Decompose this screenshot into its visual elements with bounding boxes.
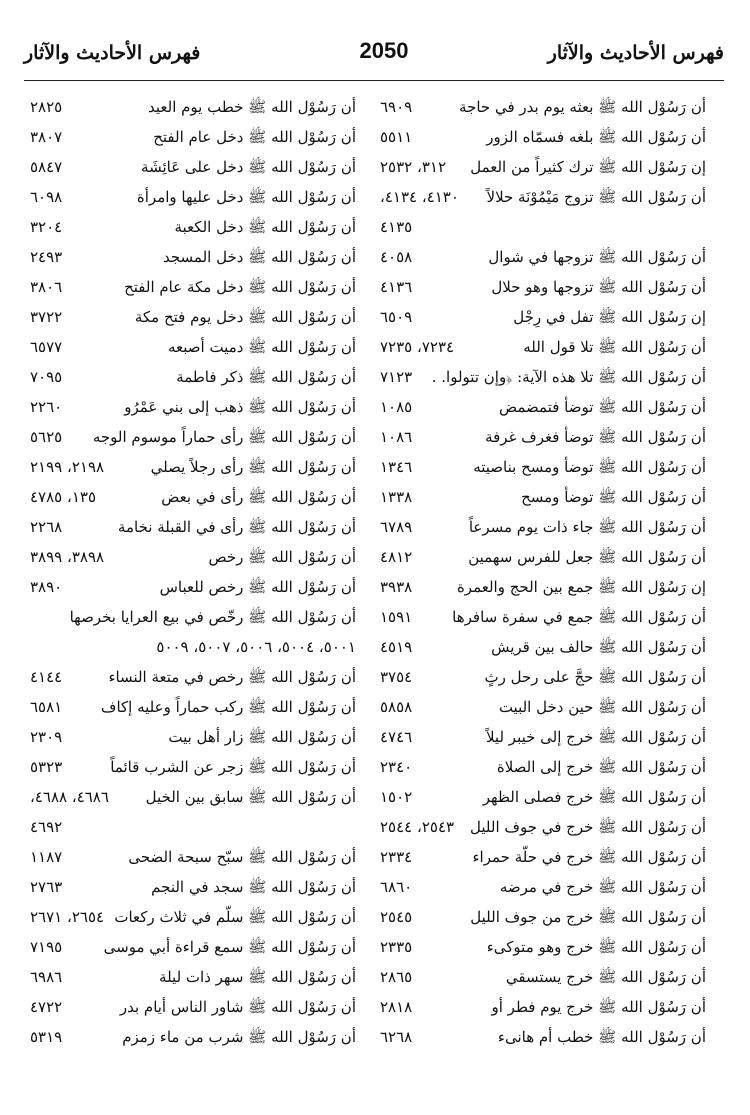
entry-text: إن رَسُوْل الله ﷺ تفل في رِجْل — [513, 308, 706, 326]
entry-text: أن رَسُوْل الله ﷺ رخّص في بيع العرايا بخرصها — [69, 608, 356, 626]
index-column-left — [30, 92, 356, 1052]
entry-text: أن رَسُوْل الله ﷺ خرج إلى خيبر ليلاً — [485, 728, 706, 746]
entry-references: ٢٢٦٠ — [30, 398, 63, 416]
index-entry — [30, 992, 356, 1022]
entry-text: أن رَسُوْل الله ﷺ سابق بين الخيل — [145, 788, 356, 806]
entry-references: ٢٢٦٨ — [30, 518, 63, 536]
entry-references: ٧١٩٥ — [30, 938, 63, 956]
continued-references: ٤٦٩٢ — [30, 818, 63, 836]
index-entry — [380, 872, 706, 902]
index-entry — [380, 842, 706, 872]
entry-references: ٢٨٢٥ — [30, 98, 63, 116]
entry-text: أن رَسُوْل الله ﷺ رأى رجلاً يصلي — [150, 458, 356, 476]
index-entry — [380, 392, 706, 422]
index-entry — [30, 482, 356, 512]
index-entry — [30, 902, 356, 932]
entry-text: أن رَسُوْل الله ﷺ تزوجها وهو حلال — [491, 278, 706, 296]
entry-references: ٣١٢، ٢٥٣٢ — [380, 158, 447, 176]
entry-references: ١١٨٧ — [30, 848, 63, 866]
entry-references: ٤٦٨٦، ٤٦٨٨، — [30, 788, 109, 806]
index-entry — [30, 602, 356, 632]
header-rule — [24, 80, 724, 81]
entry-references: ٤٠٥٨ — [380, 248, 413, 266]
entry-text: أن رَسُوْل الله ﷺ خطب يوم العيد — [147, 98, 356, 116]
entry-text: أن رَسُوْل الله ﷺ جمع في سفرة سافرها — [452, 608, 706, 626]
entry-text: أن رَسُوْل الله ﷺ رأى في القبلة نخامة — [117, 518, 356, 536]
entry-references: ٦٢٦٨ — [380, 1028, 413, 1046]
entry-references: ٣٨٠٦ — [30, 278, 63, 296]
entry-text: أن رَسُوْل الله ﷺ خرج في حلّة حمراء — [472, 848, 706, 866]
entry-text: أن رَسُوْل الله ﷺ رخص في متعة النساء — [108, 668, 356, 686]
index-entry — [380, 662, 706, 692]
entry-references: ٧٠٩٥ — [30, 368, 63, 386]
entry-text: أن رَسُوْل الله ﷺ شرب من ماء زمزم — [122, 1028, 356, 1046]
index-column-right — [380, 92, 706, 1052]
index-entry — [380, 242, 706, 272]
index-entry — [380, 482, 706, 512]
index-entry — [30, 542, 356, 572]
entry-references: ٦٧٨٩ — [380, 518, 413, 536]
index-entry — [30, 182, 356, 212]
entry-text: أن رَسُوْل الله ﷺ دخل مكة عام الفتح — [124, 278, 356, 296]
entry-references: ٥٣١٩ — [30, 1028, 63, 1046]
entry-references: ٦٩٠٩ — [380, 98, 413, 116]
index-entry — [30, 452, 356, 482]
index-entry — [30, 722, 356, 752]
entry-references: ٤١٤٤ — [30, 668, 63, 686]
entry-references: ٣٢٠٤ — [30, 218, 63, 236]
index-entry — [30, 872, 356, 902]
entry-references: ٦٥٠٩ — [380, 308, 413, 326]
entry-text: إن رَسُوْل الله ﷺ ترك كثيراً من العمل — [470, 158, 706, 176]
entry-text: أن رَسُوْل الله ﷺ توضأ فغرف غرفة — [485, 428, 706, 446]
index-entry — [380, 272, 706, 302]
entry-text: أن رَسُوْل الله ﷺ دخل الكعبة — [174, 218, 356, 236]
entry-references-continued — [30, 812, 356, 842]
entry-text: أن رَسُوْل الله ﷺ خرج يوم فطر أو — [491, 998, 706, 1016]
index-entry — [380, 542, 706, 572]
index-entry — [380, 992, 706, 1022]
index-entry — [380, 962, 706, 992]
entry-references: ٦٨٦٠ — [380, 878, 413, 896]
entry-text: أن رَسُوْل الله ﷺ تزوج مَيْمُوْنَة حلالاً — [486, 188, 706, 206]
entry-text: أن رَسُوْل الله ﷺ خرج فصلى الظهر — [482, 788, 706, 806]
index-entry — [380, 332, 706, 362]
entry-references: ١٥٠٢ — [380, 788, 413, 806]
entry-text: أن رَسُوْل الله ﷺ تزوجها في شوال — [488, 248, 706, 266]
index-entry — [380, 932, 706, 962]
entry-text: أن رَسُوْل الله ﷺ دخل عام الفتح — [153, 128, 356, 146]
entry-references: ٢٨٦٥ — [380, 968, 413, 986]
index-entry — [30, 1022, 356, 1052]
entry-text: أن رَسُوْل الله ﷺ خطب أم هانىء — [497, 1028, 706, 1046]
entry-text: أن رَسُوْل الله ﷺ جعل للفرس سهمين — [468, 548, 706, 566]
entry-text: أن رَسُوْل الله ﷺ خرج في جوف الليل — [470, 818, 706, 836]
index-entry — [30, 212, 356, 242]
entry-references: ٤١٣٠، ٤١٣٤، — [380, 188, 459, 206]
running-title-right: فهرس الأحاديث والآثار — [547, 42, 724, 64]
entry-text: أن رَسُوْل الله ﷺ تلا قول الله — [523, 338, 706, 356]
entry-references: ٢٤٩٣ — [30, 248, 63, 266]
index-entry — [30, 332, 356, 362]
index-entry — [380, 572, 706, 602]
entry-text: أن رَسُوْل الله ﷺ ذكر فاطمة — [176, 368, 356, 386]
entry-references: ٦٩٨٦ — [30, 968, 63, 986]
index-entry — [380, 122, 706, 152]
index-entry — [30, 962, 356, 992]
index-entry — [30, 662, 356, 692]
index-entry — [30, 272, 356, 302]
entry-references: ٥٥١١ — [380, 128, 413, 146]
entry-references: ٢٧٦٣ — [30, 878, 63, 896]
entry-text: أن رَسُوْل الله ﷺ خرج يستسقي — [505, 968, 706, 986]
entry-text: أن رَسُوْل الله ﷺ خرج من جوف الليل — [470, 908, 706, 926]
entry-text: أن رَسُوْل الله ﷺ دخل يوم فتح مكة — [134, 308, 356, 326]
entry-text: أن رَسُوْل الله ﷺ زجر عن الشرب قائماً — [110, 758, 356, 776]
entry-references: ٢٣٣٤ — [380, 848, 413, 866]
entry-references: ٣٨٩٨، ٣٨٩٩ — [30, 548, 105, 566]
entry-text: أن رَسُوْل الله ﷺ خرج وهو متوكىء — [486, 938, 706, 956]
entry-text: أن رَسُوْل الله ﷺ بعثه يوم بدر في حاجة — [459, 98, 706, 116]
entry-references: ١٥٩١ — [380, 608, 413, 626]
entry-text: أن رَسُوْل الله ﷺ شاور الناس أيام بدر — [119, 998, 356, 1016]
entry-references: ٤٨١٢ — [380, 548, 413, 566]
index-entry — [380, 302, 706, 332]
index-entry — [380, 512, 706, 542]
index-entry — [380, 182, 706, 212]
continued-references: ٥٠٠١، ٥٠٠٤، ٥٠٠٦، ٥٠٠٧، ٥٠٠٩ — [156, 638, 356, 656]
entry-text: أن رَسُوْل الله ﷺ رخص للعباس — [159, 578, 356, 596]
entry-references: ٣٩٣٨ — [380, 578, 413, 596]
entry-references: ٣٨٠٧ — [30, 128, 63, 146]
entry-text: أن رَسُوْل الله ﷺ رأى حماراً موسوم الوجه — [92, 428, 356, 446]
entry-text: أن رَسُوْل الله ﷺ حالف بين قريش — [491, 638, 706, 656]
entry-text: أن رَسُوْل الله ﷺ دخل عليها وامرأة — [136, 188, 356, 206]
index-entry — [30, 302, 356, 332]
entry-references: ٢٦٥٤، ٢٦٧١ — [30, 908, 105, 926]
continued-references: ٤١٣٥ — [380, 218, 413, 236]
entry-text: أن رَسُوْل الله ﷺ تلا هذه الآية: ﴿وإن تتولوا. . — [431, 368, 706, 386]
entry-references: ٣٧٢٢ — [30, 308, 63, 326]
entry-references: ٦٥٨١ — [30, 698, 63, 716]
index-entry — [30, 152, 356, 182]
index-entry — [30, 422, 356, 452]
index-entry — [380, 92, 706, 122]
index-entry — [30, 842, 356, 872]
entry-references: ٦٥٧٧ — [30, 338, 63, 356]
page-header — [24, 38, 724, 78]
entry-references: ٧٢٣٤، ٧٢٣٥ — [380, 338, 455, 356]
index-entry — [380, 152, 706, 182]
entry-references: ٦٠٩٨ — [30, 188, 63, 206]
entry-references-continued — [380, 212, 706, 242]
entry-references: ٢٣٣٥ — [380, 938, 413, 956]
entry-references: ٥٣٢٣ — [30, 758, 63, 776]
entry-text: إن رَسُوْل الله ﷺ جمع بين الحج والعمرة — [456, 578, 706, 596]
index-entry — [380, 692, 706, 722]
index-entry — [380, 812, 706, 842]
entry-references: ٤١٣٦ — [380, 278, 413, 296]
entry-text: أن رَسُوْل الله ﷺ دميت أصبعه — [167, 338, 356, 356]
index-entry — [380, 752, 706, 782]
index-entry — [30, 782, 356, 812]
entry-references: ٥٦٢٥ — [30, 428, 63, 446]
index-entry — [30, 752, 356, 782]
entry-text: أن رَسُوْل الله ﷺ سلّم في ثلاث ركعات — [114, 908, 356, 926]
index-entry — [30, 92, 356, 122]
entry-references: ١٣٣٨ — [380, 488, 413, 506]
index-entry — [30, 692, 356, 722]
entry-text: أن رَسُوْل الله ﷺ ركب حماراً وعليه إكاف — [100, 698, 356, 716]
entry-text: أن رَسُوْل الله ﷺ سمع قراءة أبي موسى — [103, 938, 356, 956]
entry-references: ١٠٨٥ — [380, 398, 413, 416]
index-entry — [380, 632, 706, 662]
entry-text: أن رَسُوْل الله ﷺ خرج إلى الصلاة — [496, 758, 706, 776]
running-title-left: فهرس الأحاديث والآثار — [24, 42, 201, 64]
entry-references: ٣٨٩٠ — [30, 578, 63, 596]
entry-text: أن رَسُوْل الله ﷺ دخل المسجد — [162, 248, 356, 266]
index-entry — [380, 902, 706, 932]
entry-text: أن رَسُوْل الله ﷺ توضأ ومسح — [521, 488, 706, 506]
entry-references: ٤٧٤٦ — [380, 728, 413, 746]
entry-text: أن رَسُوْل الله ﷺ حجَّ على رحل رثٍ — [484, 668, 706, 686]
entry-references: ٢٥٤٥ — [380, 908, 413, 926]
entry-text: أن رَسُوْل الله ﷺ دخل على عَائِشَة — [141, 158, 356, 176]
index-entry — [380, 422, 706, 452]
entry-text: أن رَسُوْل الله ﷺ خرج في مرضه — [499, 878, 706, 896]
entry-references: ٤٧٢٢ — [30, 998, 63, 1016]
entry-references: ١٣٤٦ — [380, 458, 413, 476]
index-entry — [30, 242, 356, 272]
entry-text: أن رَسُوْل الله ﷺ توضأ ومسح بناصيته — [473, 458, 706, 476]
index-entry — [380, 362, 706, 392]
entry-text: أن رَسُوْل الله ﷺ جاء ذات يوم مسرعاً — [468, 518, 706, 536]
index-entry — [30, 512, 356, 542]
index-entry — [380, 602, 706, 632]
entry-references: ٢٥٤٣، ٢٥٤٤ — [380, 818, 455, 836]
index-entry — [380, 722, 706, 752]
entry-text: أن رَسُوْل الله ﷺ سجد في النجم — [151, 878, 356, 896]
entry-references-continued — [30, 632, 356, 662]
entry-references: ٥٨٥٨ — [380, 698, 413, 716]
entry-references: ٥٨٤٧ — [30, 158, 63, 176]
page-number: 2050 — [359, 38, 409, 63]
entry-references: ٢١٩٨، ٢١٩٩ — [30, 458, 105, 476]
index-entry — [30, 392, 356, 422]
entry-text: أن رَسُوْل الله ﷺ بلغه فسمّاه الزور — [486, 128, 706, 146]
entry-text: أن رَسُوْل الله ﷺ زار أهل بيت — [168, 728, 356, 746]
entry-text: أن رَسُوْل الله ﷺ حين دخل البيت — [498, 698, 706, 716]
entry-text: أن رَسُوْل الله ﷺ رأى في بعض — [161, 488, 356, 506]
entry-references: ١٠٨٦ — [380, 428, 413, 446]
entry-text: أن رَسُوْل الله ﷺ سبّح سبحة الضحى — [128, 848, 356, 866]
entry-references: ٣٧٥٤ — [380, 668, 413, 686]
entry-references: ٢٨١٨ — [380, 998, 413, 1016]
index-entry — [380, 1022, 706, 1052]
entry-references: ١٣٥، ٤٧٨٥ — [30, 488, 97, 506]
entry-text: أن رَسُوْل الله ﷺ سهر ذات ليلة — [159, 968, 356, 986]
entry-references: ٤٥١٩ — [380, 638, 413, 656]
index-entry — [30, 932, 356, 962]
entry-text: أن رَسُوْل الله ﷺ ذهب إلى بني عَمْرُو — [124, 398, 356, 416]
entry-references: ٧١٢٣ — [380, 368, 413, 386]
entry-references: ٢٣٠٩ — [30, 728, 63, 746]
index-entry — [380, 782, 706, 812]
entry-references: ٢٣٤٠ — [380, 758, 413, 776]
index-entry — [30, 362, 356, 392]
index-entry — [380, 452, 706, 482]
index-entry — [30, 572, 356, 602]
entry-text: أن رَسُوْل الله ﷺ توضأ فتمضمض — [498, 398, 706, 416]
index-entry — [30, 122, 356, 152]
entry-text: أن رَسُوْل الله ﷺ رخص — [208, 548, 356, 566]
